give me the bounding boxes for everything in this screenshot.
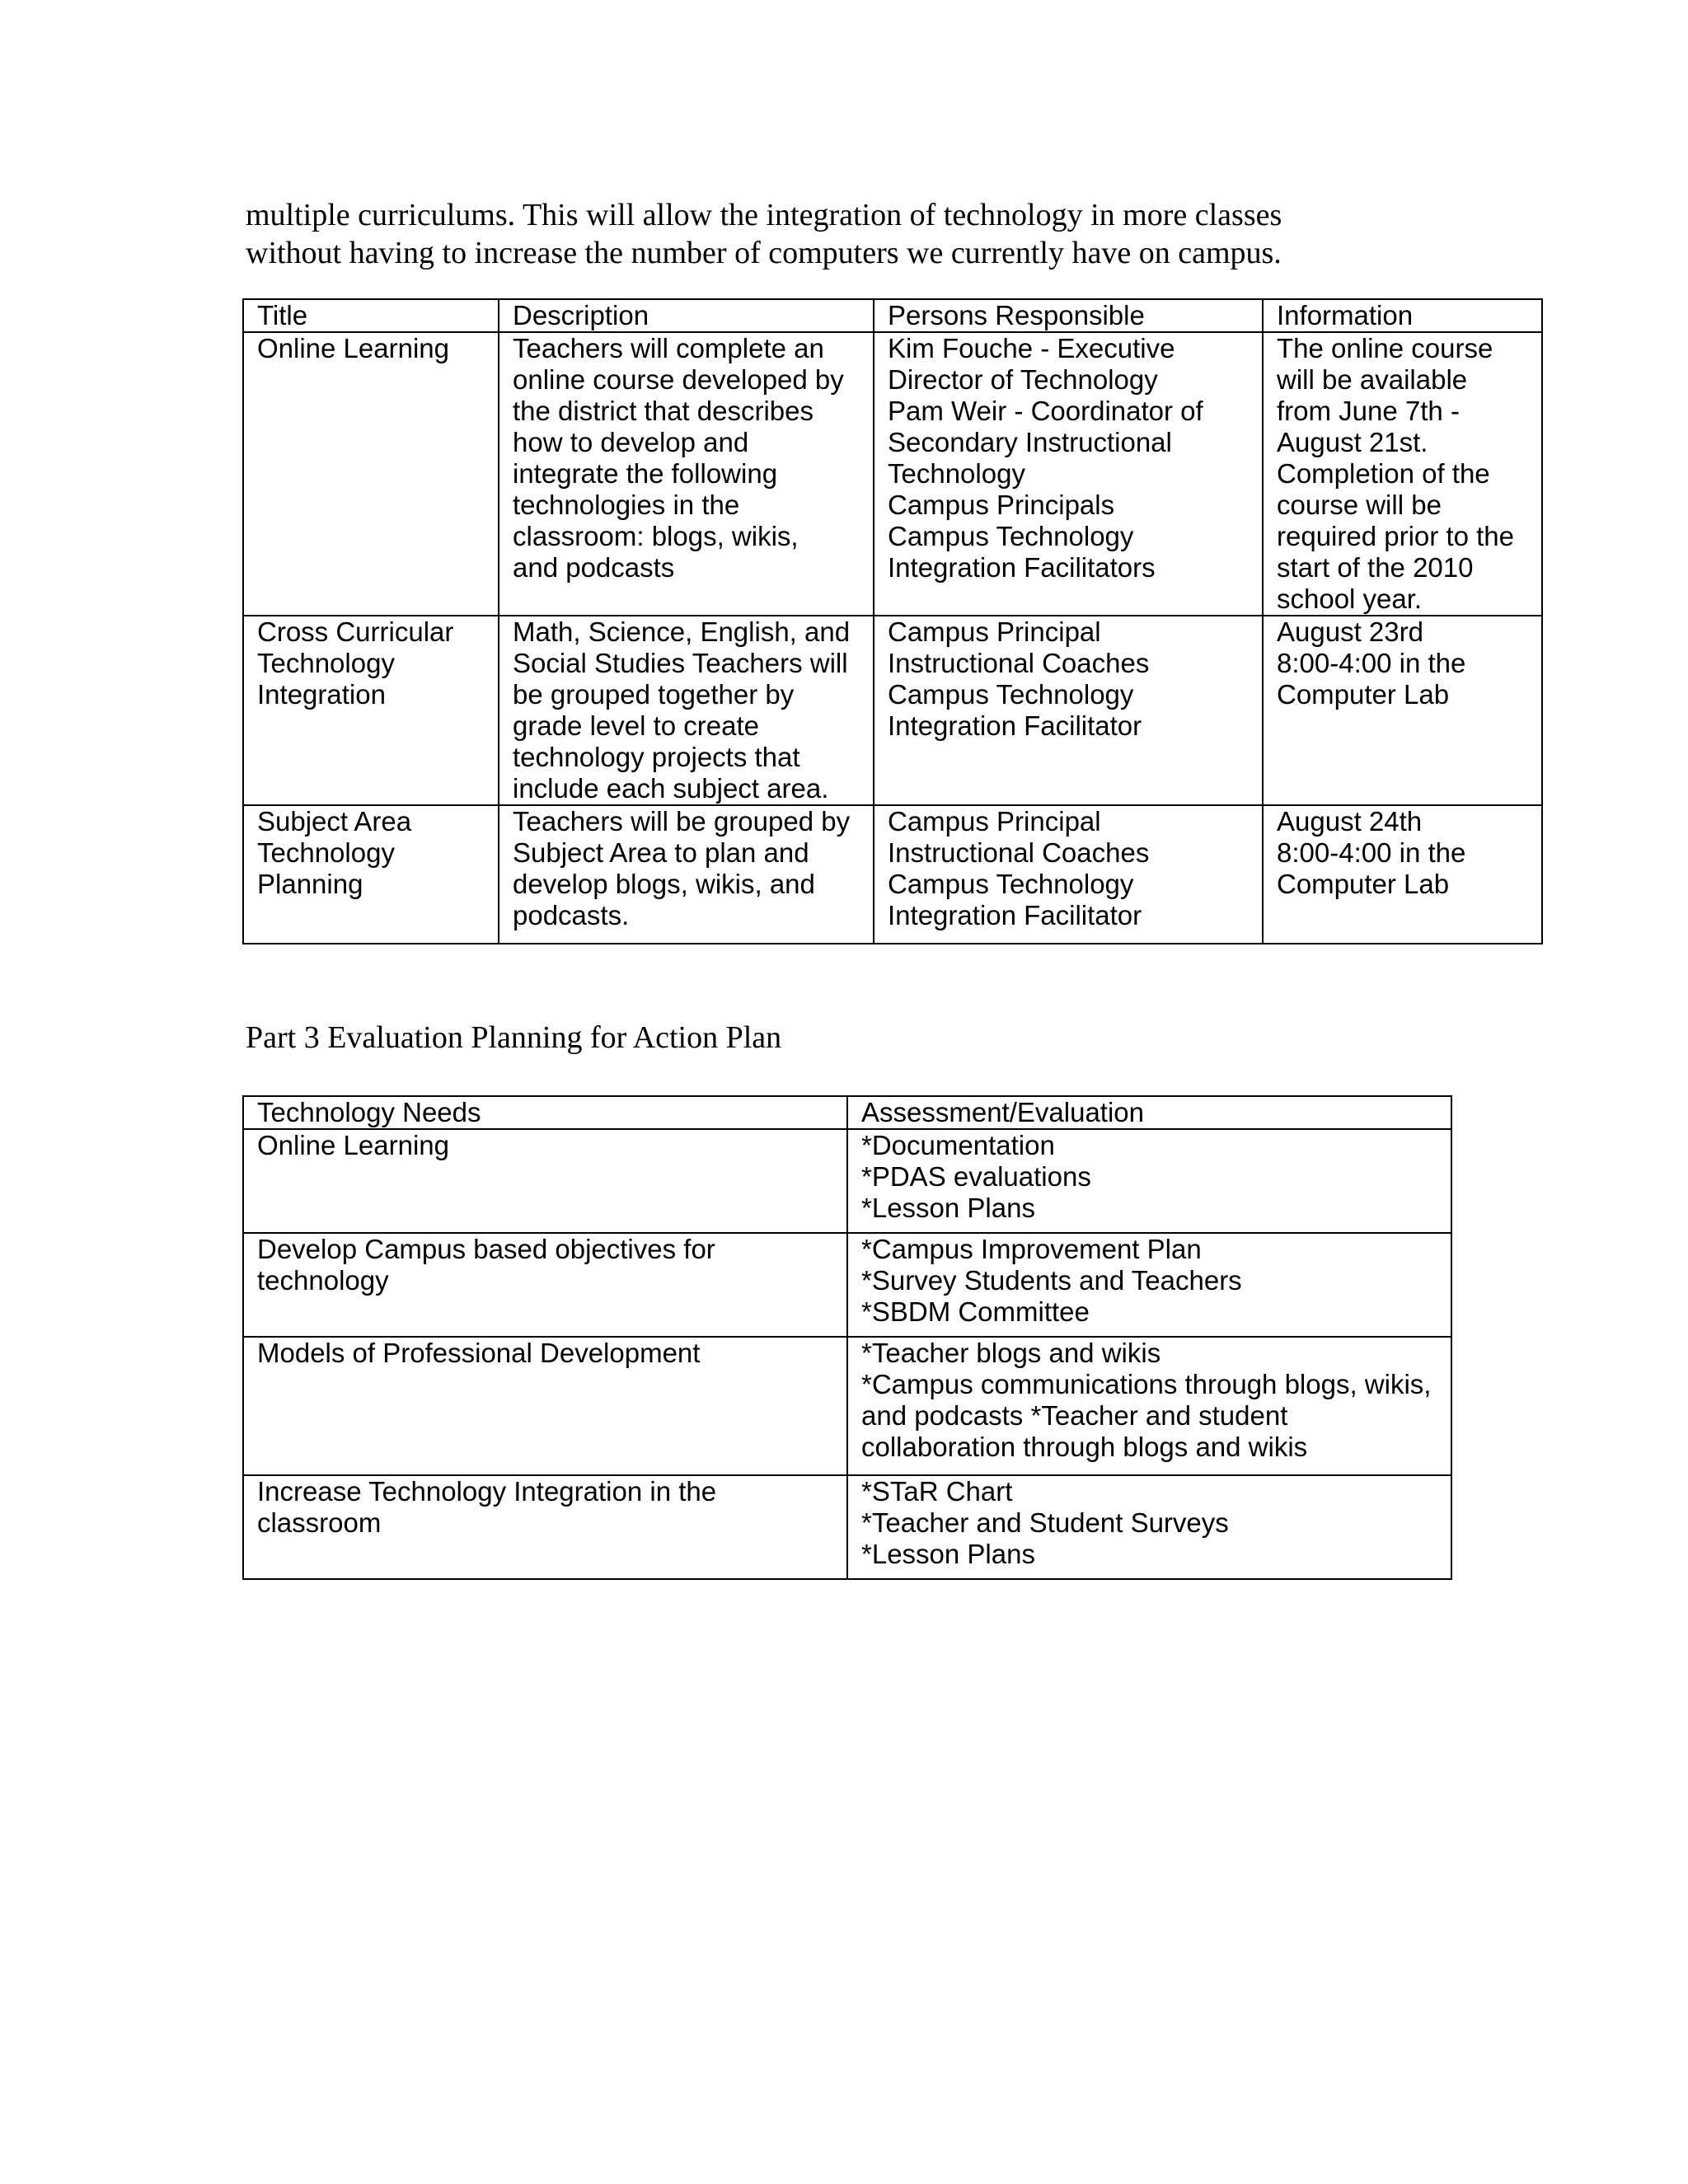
- header-cell: Title: [243, 299, 499, 332]
- cell-line: Computer Lab: [1277, 869, 1450, 899]
- title-cell: [243, 616, 499, 805]
- section-heading: Part 3 Evaluation Planning for Action Plan: [246, 1020, 782, 1055]
- cell-line: Teachers will be grouped by: [513, 806, 851, 837]
- information-cell: [1263, 805, 1542, 944]
- need-cell: [243, 1233, 847, 1337]
- cell-line: Develop Campus based objectives for: [257, 1234, 715, 1264]
- action-plan-table: [242, 298, 1543, 944]
- cell-line: classroom: [257, 1507, 382, 1538]
- cell-line: Subject Area to plan and: [513, 837, 809, 868]
- cell-line: Planning: [257, 869, 363, 899]
- intro-line: without having to increase the number of computers we currently have on campus.: [246, 236, 1282, 270]
- header-cell: Assessment/Evaluation: [847, 1096, 1451, 1129]
- cell-line: Social Studies Teachers will: [513, 648, 848, 678]
- header-cell: Technology Needs: [243, 1096, 847, 1129]
- cell-line: The online course: [1277, 333, 1493, 363]
- cell-line: Pam Weir - Coordinator of: [888, 396, 1203, 426]
- cell-line: *Campus Improvement Plan: [861, 1234, 1202, 1264]
- cell-line: Integration Facilitator: [888, 900, 1142, 930]
- description-cell: [499, 332, 874, 616]
- cell-line: include each subject area.: [513, 773, 829, 804]
- cell-line: *Documentation: [861, 1130, 1055, 1160]
- description-cell: [499, 616, 874, 805]
- cell-line: *Teacher blogs and wikis: [861, 1338, 1161, 1368]
- persons-cell: [874, 616, 1263, 805]
- need-cell: [243, 1475, 847, 1579]
- cell-line: Campus Principals: [888, 490, 1115, 520]
- cell-line: Campus Technology: [888, 869, 1134, 899]
- persons-cell: [874, 805, 1263, 944]
- cell-line: August 24th: [1277, 806, 1423, 837]
- table-row: [243, 1233, 1451, 1337]
- cell-line: grade level to create: [513, 710, 760, 741]
- table-row: [243, 805, 1542, 944]
- cell-line: 8:00-4:00 in the: [1277, 837, 1466, 868]
- cell-line: August 21st.: [1277, 427, 1428, 457]
- cell-line: Online Learning: [257, 333, 449, 363]
- cell-line: Increase Technology Integration in the: [257, 1476, 717, 1507]
- table-header-row: [243, 1096, 1451, 1129]
- assessment-cell: [847, 1337, 1451, 1475]
- cell-line: technology projects that: [513, 742, 800, 772]
- cell-line: podcasts.: [513, 900, 630, 930]
- cell-line: Completion of the: [1277, 458, 1490, 489]
- cell-line: course will be: [1277, 490, 1442, 520]
- information-cell: [1263, 332, 1542, 616]
- cell-line: Campus Technology: [888, 521, 1134, 551]
- cell-line: Computer Lab: [1277, 679, 1450, 710]
- cell-line: Instructional Coaches: [888, 648, 1150, 678]
- cell-line: *Lesson Plans: [861, 1539, 1035, 1569]
- header-cell: Description: [499, 299, 874, 332]
- assessment-cell: [847, 1129, 1451, 1233]
- cell-line: required prior to the: [1277, 521, 1514, 551]
- cell-line: *SBDM Committee: [861, 1296, 1090, 1327]
- cell-line: collaboration through blogs and wikis: [861, 1432, 1308, 1462]
- cell-line: will be available: [1277, 364, 1468, 395]
- cell-line: and podcasts: [513, 552, 675, 583]
- cell-line: Technology: [888, 458, 1025, 489]
- table-row: [243, 616, 1542, 805]
- description-cell: [499, 805, 874, 944]
- cell-line: Technology: [257, 648, 395, 678]
- cell-line: from June 7th -: [1277, 396, 1460, 426]
- cell-line: classroom: blogs, wikis,: [513, 521, 799, 551]
- assessment-cell: [847, 1475, 1451, 1579]
- cell-line: online course developed by: [513, 364, 844, 395]
- cell-line: technology: [257, 1265, 389, 1296]
- assessment-cell: [847, 1233, 1451, 1337]
- cell-line: Subject Area: [257, 806, 412, 837]
- cell-line: Models of Professional Development: [257, 1338, 701, 1368]
- cell-line: technologies in the: [513, 490, 740, 520]
- cell-line: the district that describes: [513, 396, 814, 426]
- table-row: [243, 332, 1542, 616]
- cell-line: *Campus communications through blogs, wikis,: [861, 1369, 1432, 1399]
- cell-line: integrate the following: [513, 458, 778, 489]
- cell-line: Integration Facilitators: [888, 552, 1156, 583]
- cell-line: how to develop and: [513, 427, 749, 457]
- cell-line: Online Learning: [257, 1130, 449, 1160]
- cell-line: Director of Technology: [888, 364, 1158, 395]
- cell-line: Campus Principal: [888, 806, 1101, 837]
- cell-line: develop blogs, wikis, and: [513, 869, 815, 899]
- cell-line: *Lesson Plans: [861, 1193, 1035, 1223]
- cell-line: *STaR Chart: [861, 1476, 1013, 1507]
- cell-line: Campus Principal: [888, 616, 1101, 647]
- cell-line: Integration Facilitator: [888, 710, 1142, 741]
- cell-line: Kim Fouche - Executive: [888, 333, 1175, 363]
- cell-line: Math, Science, English, and: [513, 616, 851, 647]
- need-cell: [243, 1337, 847, 1475]
- cell-line: school year.: [1277, 583, 1423, 614]
- title-cell: [243, 332, 499, 616]
- cell-line: and podcasts *Teacher and student: [861, 1400, 1288, 1431]
- need-cell: [243, 1129, 847, 1233]
- header-cell: Persons Responsible: [874, 299, 1263, 332]
- cell-line: Cross Curricular: [257, 616, 454, 647]
- information-cell: [1263, 616, 1542, 805]
- table-row: [243, 1129, 1451, 1233]
- cell-line: Instructional Coaches: [888, 837, 1150, 868]
- cell-line: Teachers will complete an: [513, 333, 824, 363]
- cell-line: start of the 2010: [1277, 552, 1474, 583]
- table-header-row: [243, 299, 1542, 332]
- cell-line: Integration: [257, 679, 386, 710]
- table-row: [243, 1475, 1451, 1579]
- cell-line: be grouped together by: [513, 679, 795, 710]
- intro-line: multiple curriculums. This will allow the integration of technology in more classes: [246, 198, 1282, 232]
- cell-line: 8:00-4:00 in the: [1277, 648, 1466, 678]
- title-cell: [243, 805, 499, 944]
- header-cell: Information: [1263, 299, 1542, 332]
- cell-line: Secondary Instructional: [888, 427, 1172, 457]
- cell-line: Campus Technology: [888, 679, 1134, 710]
- cell-line: August 23rd: [1277, 616, 1423, 647]
- cell-line: *Teacher and Student Surveys: [861, 1507, 1229, 1538]
- intro-paragraph: [246, 196, 1564, 272]
- cell-line: *PDAS evaluations: [861, 1161, 1091, 1192]
- evaluation-table: [242, 1095, 1452, 1580]
- cell-line: *Survey Students and Teachers: [861, 1265, 1242, 1296]
- persons-cell: [874, 332, 1263, 616]
- cell-line: Technology: [257, 837, 395, 868]
- table-row: [243, 1337, 1451, 1475]
